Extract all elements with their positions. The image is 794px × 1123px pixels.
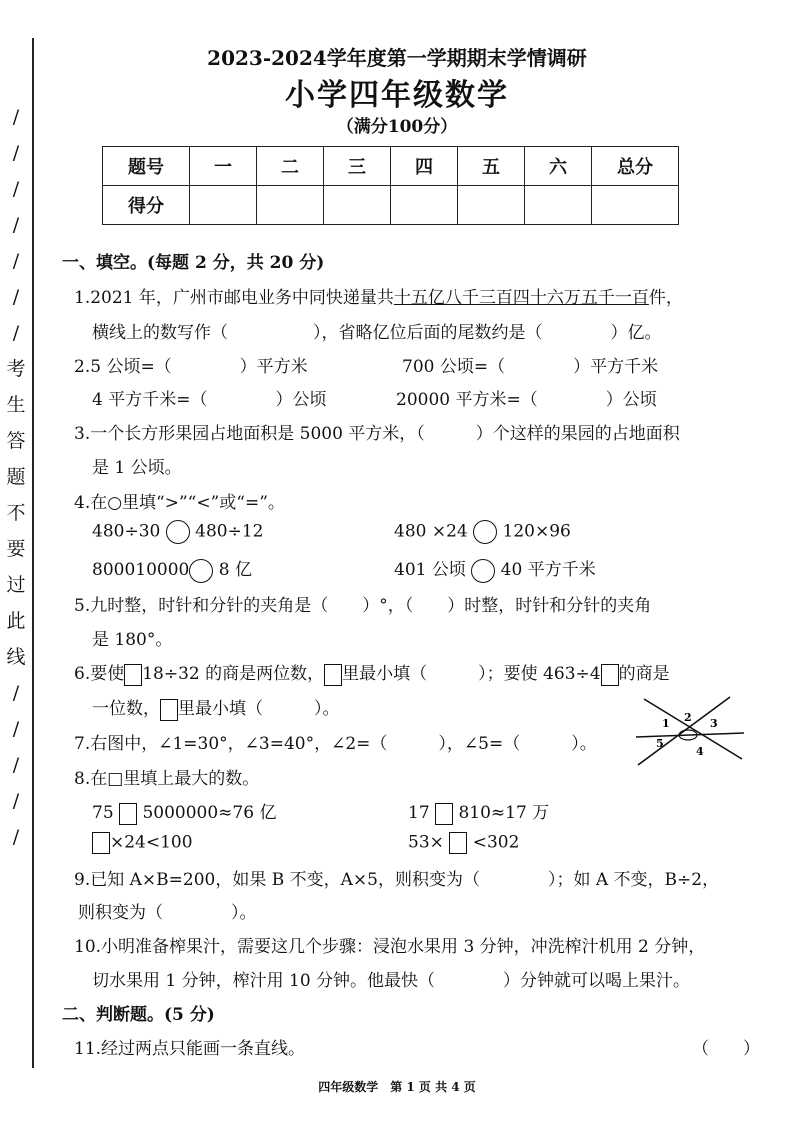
binding-margin-text bbox=[4, 108, 28, 864]
angle-label-4: 4 bbox=[696, 745, 704, 758]
q6-text: 18÷32 的商是两位数， bbox=[142, 664, 325, 684]
q4a-right: 480÷12 bbox=[195, 521, 264, 542]
score-header-cell: 三 bbox=[324, 147, 391, 186]
score-row-label: 得分 bbox=[103, 186, 190, 225]
margin-char: / bbox=[12, 754, 20, 776]
q1-text-pre: 1.2021 年，广州市邮电业务中同快递量共 bbox=[74, 288, 394, 308]
q4d-right: 40 平方千米 bbox=[500, 560, 596, 580]
question-2d: 20000 平方米=（ ）公顷 bbox=[396, 390, 657, 410]
q6-text: 的商是 bbox=[618, 664, 670, 684]
q8c-right: ×24<100 bbox=[110, 832, 193, 853]
answer-box[interactable] bbox=[119, 803, 137, 825]
margin-char: 不 bbox=[6, 502, 26, 524]
margin-char: / bbox=[12, 106, 20, 128]
answer-box[interactable] bbox=[124, 664, 142, 686]
question-7: 7.右图中，∠1=30°，∠3=40°，∠2=（ ），∠5=（ ）。 bbox=[74, 734, 597, 754]
margin-char: 答 bbox=[6, 430, 26, 452]
question-4a bbox=[92, 520, 263, 544]
question-11-answer-paren[interactable]: （ ） bbox=[692, 1039, 760, 1059]
margin-char: / bbox=[12, 790, 20, 812]
score-cell[interactable] bbox=[324, 186, 391, 225]
margin-char: / bbox=[12, 682, 20, 704]
margin-char: / bbox=[12, 250, 20, 272]
score-header-cell: 题号 bbox=[103, 147, 190, 186]
q6-text: 里最小填（ ）；要使 463÷4 bbox=[342, 664, 601, 684]
answer-box[interactable] bbox=[324, 664, 342, 686]
question-2b: 700 公顷=（ ）平方千米 bbox=[402, 357, 659, 377]
angle-label-5: 5 bbox=[656, 737, 664, 750]
margin-char: 题 bbox=[6, 466, 26, 488]
q8a-right: 5000000≈76 亿 bbox=[142, 803, 277, 823]
question-8b bbox=[408, 798, 549, 825]
margin-char: / bbox=[12, 142, 20, 164]
question-8c bbox=[92, 832, 193, 854]
question-4d bbox=[394, 555, 596, 583]
compare-circle[interactable] bbox=[473, 520, 497, 544]
margin-char: 考 bbox=[6, 358, 26, 380]
score-cell[interactable] bbox=[257, 186, 324, 225]
angle-label-2: 2 bbox=[684, 711, 692, 724]
answer-box[interactable] bbox=[160, 699, 178, 721]
q6-text: 6.要使 bbox=[74, 664, 125, 684]
q8d-left: 53× bbox=[408, 832, 444, 853]
exam-term-title: 2023-2024学年度第一学期期末学情调研 bbox=[207, 46, 587, 70]
score-header-cell: 总分 bbox=[592, 147, 679, 186]
q8b-left: 17 bbox=[408, 803, 430, 823]
q8b-right: 810≈17 万 bbox=[458, 803, 550, 823]
margin-char: / bbox=[12, 826, 20, 848]
score-header-cell: 一 bbox=[190, 147, 257, 186]
q8a-left: 75 bbox=[92, 803, 114, 823]
q6-text: 里最小填（ ）。 bbox=[178, 699, 340, 719]
score-header-cell: 五 bbox=[458, 147, 525, 186]
angle-label-3: 3 bbox=[710, 717, 718, 730]
answer-box[interactable] bbox=[92, 832, 110, 854]
answer-box[interactable] bbox=[601, 664, 619, 686]
question-8a bbox=[92, 798, 276, 825]
q1-text-post: 件， bbox=[648, 288, 683, 308]
question-3-line-1: 3.一个长方形果园占地面积是 5000 平方米，（ ）个这样的果园的占地面积 bbox=[74, 424, 680, 444]
score-table-score-row bbox=[103, 186, 679, 225]
q4c-left: 800010000 bbox=[92, 560, 190, 580]
exam-subject-title: 小学四年级数学 bbox=[285, 78, 509, 113]
margin-char: / bbox=[12, 718, 20, 740]
score-cell[interactable] bbox=[592, 186, 679, 225]
figure-line-horizontal bbox=[636, 733, 744, 737]
question-2c: 4 平方千米=（ ）公顷 bbox=[92, 390, 327, 410]
question-4b bbox=[394, 520, 571, 544]
angles-figure bbox=[626, 693, 746, 767]
question-8-instruction: 8.在□里填上最大的数。 bbox=[74, 769, 260, 789]
q1-underlined-number: 十五亿八千三百四十六万五千一百 bbox=[393, 288, 649, 308]
margin-char: / bbox=[12, 286, 20, 308]
question-11: 11.经过两点只能画一条直线。 bbox=[74, 1039, 306, 1059]
q4b-right: 120×96 bbox=[502, 521, 571, 542]
question-8d bbox=[408, 832, 519, 854]
question-10-line-2: 切水果用 1 分钟，榨汁用 10 分钟。他最快（ ）分钟就可以喝上果汁。 bbox=[92, 971, 691, 991]
question-6-line-2 bbox=[92, 694, 340, 721]
section-2-heading: 二、判断题。(5 分) bbox=[62, 1005, 215, 1025]
compare-circle[interactable] bbox=[471, 559, 495, 583]
question-4-instruction: 4.在○里填“>”“<”或“=”。 bbox=[74, 493, 285, 513]
answer-box[interactable] bbox=[435, 803, 453, 825]
margin-char: 要 bbox=[6, 538, 26, 560]
question-3-line-2: 是 1 公顷。 bbox=[92, 458, 182, 478]
margin-char: / bbox=[12, 214, 20, 236]
margin-char: 过 bbox=[6, 574, 26, 596]
score-cell[interactable] bbox=[391, 186, 458, 225]
q8d-right: <302 bbox=[472, 832, 520, 853]
score-header-cell: 四 bbox=[391, 147, 458, 186]
question-1-line-1 bbox=[74, 283, 683, 308]
section-1-heading: 一、填空。(每题 2 分，共 20 分) bbox=[62, 253, 325, 273]
score-header-cell: 二 bbox=[257, 147, 324, 186]
q4d-left: 401 公顷 bbox=[394, 560, 466, 580]
margin-char: 生 bbox=[6, 394, 26, 416]
margin-char: 线 bbox=[6, 646, 26, 668]
q4a-left: 480÷30 bbox=[92, 521, 161, 542]
page-footer: 四年级数学 第 1 页 共 4 页 bbox=[318, 1080, 476, 1094]
score-cell[interactable] bbox=[458, 186, 525, 225]
answer-box[interactable] bbox=[449, 832, 467, 854]
question-4c bbox=[92, 555, 252, 583]
compare-circle[interactable] bbox=[189, 559, 213, 583]
q4b-left: 480 ×24 bbox=[394, 521, 468, 542]
question-9-line-1: 9.已知 A×B=200，如果 B 不变，A×5，则积变为（ ）；如 A 不变，B÷2， bbox=[74, 870, 720, 890]
score-table bbox=[102, 146, 679, 225]
margin-char: / bbox=[12, 178, 20, 200]
score-cell[interactable] bbox=[525, 186, 592, 225]
question-10-line-1: 10.小明准备榨果汁，需要这几个步骤：浸泡水果用 3 分钟，冲洗榨汁机用 2 分钟， bbox=[74, 937, 706, 957]
question-9-line-2: 则积变为（ ）。 bbox=[78, 903, 257, 923]
margin-char: / bbox=[12, 322, 20, 344]
score-header-cell: 六 bbox=[525, 147, 592, 186]
question-2a: 2.5 公顷=（ ）平方米 bbox=[74, 357, 308, 377]
q6-text: 一位数， bbox=[92, 699, 160, 719]
full-score-note: （满分100分） bbox=[336, 117, 458, 137]
compare-circle[interactable] bbox=[166, 520, 190, 544]
q4c-right: 8 亿 bbox=[218, 560, 252, 580]
question-5-line-2: 是 180°。 bbox=[92, 630, 173, 650]
question-6-line-1 bbox=[74, 659, 670, 686]
score-table-header-row bbox=[103, 147, 679, 186]
question-5-line-1: 5.九时整，时针和分针的夹角是（ ）°，（ ）时整，时针和分针的夹角 bbox=[74, 596, 652, 616]
question-1-line-2: 横线上的数写作（ ），省略亿位后面的尾数约是（ ）亿。 bbox=[92, 323, 662, 343]
angle-label-1: 1 bbox=[662, 717, 670, 730]
margin-char: 此 bbox=[6, 610, 26, 632]
score-cell[interactable] bbox=[190, 186, 257, 225]
